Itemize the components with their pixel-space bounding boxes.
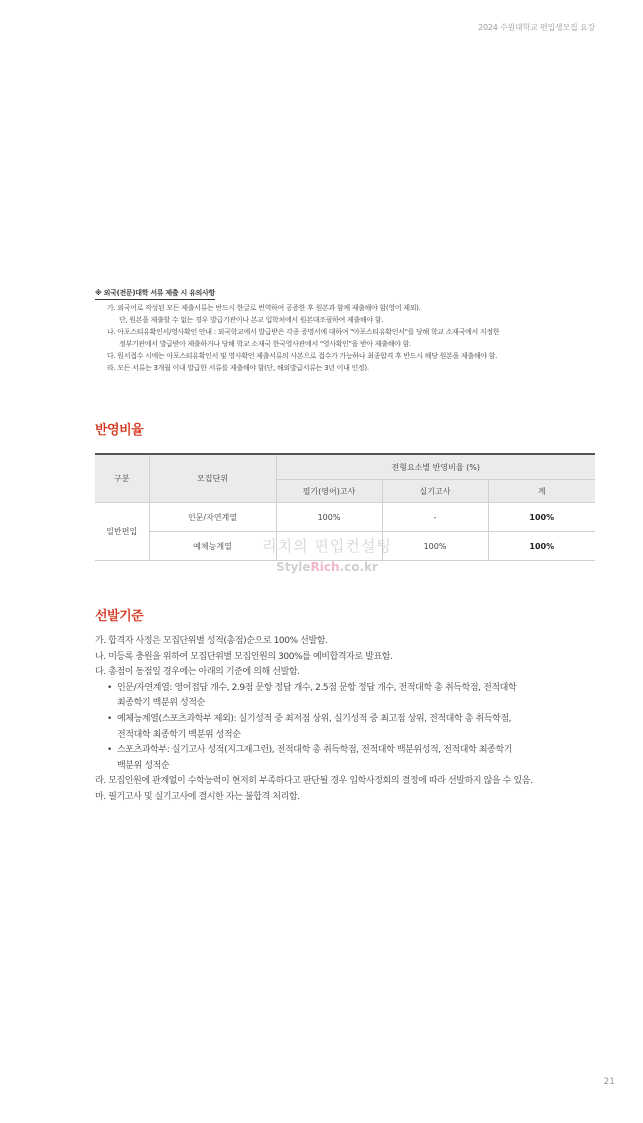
header-written: 필기(영어)고사	[276, 480, 382, 503]
header-group: 구분	[95, 454, 149, 503]
criteria-item: 가. 합격자 사정은 모집단위별 성적(총점)순으로 100% 선발함.	[95, 636, 328, 646]
watermark-url-part: Rich	[310, 560, 340, 574]
watermark-url-part: .co.kr	[339, 560, 378, 574]
header-unit: 모집단위	[149, 454, 276, 503]
criteria-item: 마. 필기고사 및 실기고사에 결시한 자는 불합격 처리함.	[95, 791, 300, 802]
list-item-line: • 예체능계열(스포츠과학부 제외): 실기성적 중 최저점 상위, 실기성적 중 최고점 상위, 전적대학 총 취득학점,	[117, 713, 512, 724]
note-line: 나. 아포스티유확인서/영사확인 안내 : 외국학교에서 발급받은 각종 증명서에 대하여 "아포스티유확인서"를 당해 학교 소재국에서 지정한	[107, 328, 500, 336]
watermark-url-part: Style	[276, 560, 311, 574]
list-item-line: • 스포츠과학부: 실기고사 성적(지그재그런), 전적대학 총 취득학점, 전적대학 백분위성적, 전적대학 최종학기	[117, 745, 513, 756]
list-item-line: • 인문/자연계열: 영어접답 개수, 2.9점 문항 정답 개수, 2.5점 문항 정답 개수, 전적대학 총 취득학점, 전적대학	[117, 682, 517, 693]
ratio-table	[95, 453, 595, 561]
note-item	[107, 326, 595, 350]
running-header: 2024 수원대학교 편입생모집 요강	[478, 23, 595, 32]
note-line-cont: 정부기관에서 발급받아 제출하거나 당해 학교 소재국 한국영사관에서 "영사확인"을 받아 제출해야 함.	[119, 340, 411, 348]
ratio-table-wrapper	[95, 453, 595, 561]
tie-break-list	[95, 681, 605, 775]
list-item	[107, 712, 605, 743]
page-number: 21	[603, 1077, 615, 1087]
list-item-line: 전적대학 최종학기 백분위 성적순	[117, 729, 241, 740]
selection-criteria	[95, 634, 605, 806]
watermark-text: 리치의 편입컨설팅	[262, 537, 392, 555]
list-item	[107, 681, 605, 712]
ratio-heading: 반영비율	[95, 423, 144, 438]
practical-cell: 100%	[382, 532, 488, 561]
note-item	[107, 350, 595, 362]
note-item	[107, 362, 595, 374]
note-line-cont: 단, 원본을 제출할 수 없는 경우 발급기관이나 본교 입학처에서 원본대조필하여 제출해야 함.	[119, 316, 384, 324]
selection-heading: 선발기준	[95, 609, 144, 624]
practical-cell: -	[382, 503, 488, 532]
written-cell	[276, 532, 382, 561]
criteria-item: 나. 미등록 충원을 위하여 모집단위별 모집인원의 300%를 예비합격자로 발표함.	[95, 651, 393, 662]
note-item	[107, 302, 595, 326]
watermark-url	[262, 560, 392, 574]
note-line: 라. 모든 서류는 3개월 이내 발급한 서류를 제출해야 함(단, 해외발급서류는 3년 이내 인정).	[107, 364, 369, 372]
unit-cell: 예체능계열	[149, 532, 276, 561]
notes-title: ※ 외국(전문)대학 서류 제출 시 유의사항	[95, 287, 215, 300]
criteria-item: 다. 총점이 동점일 경우에는 아래의 기준에 의해 선발함.	[95, 667, 300, 678]
criteria-item: 라. 모집인원에 관계없이 수학능력이 현저히 부족하다고 판단될 경우 입학사정회의 결정에 따라 선발하지 않을 수 있음.	[95, 776, 533, 787]
table-row	[95, 503, 595, 532]
note-line: 다. 원서접수 시에는 아포스티유확인서 및 영사확인 제출서류의 사본으로 접수가 가능하나 최종합격 후 반드시 해당 원본을 제출해야 함.	[107, 352, 498, 360]
list-item	[107, 743, 605, 774]
total-cell: 100%	[488, 532, 595, 561]
total-cell: 100%	[488, 503, 595, 532]
list-item-line: 최종학기 백분위 성적순	[117, 698, 205, 709]
header-ratio-group: 전형요소별 반영비율 (%)	[276, 454, 595, 480]
foreign-document-notes	[95, 287, 595, 374]
category-cell: 일반편입	[95, 503, 149, 561]
written-cell: 100%	[276, 503, 382, 532]
table-row	[95, 532, 595, 561]
unit-cell: 인문/자연계열	[149, 503, 276, 532]
header-total: 계	[488, 480, 595, 503]
header-practical: 실기고사	[382, 480, 488, 503]
list-item-line: 백분위 성적순	[117, 760, 170, 771]
note-line: 가. 외국어로 작성된 모든 제출서류는 반드시 한글로 번역하여 공증한 후 원본과 함께 제출해야 함(영어 제외).	[107, 304, 421, 312]
